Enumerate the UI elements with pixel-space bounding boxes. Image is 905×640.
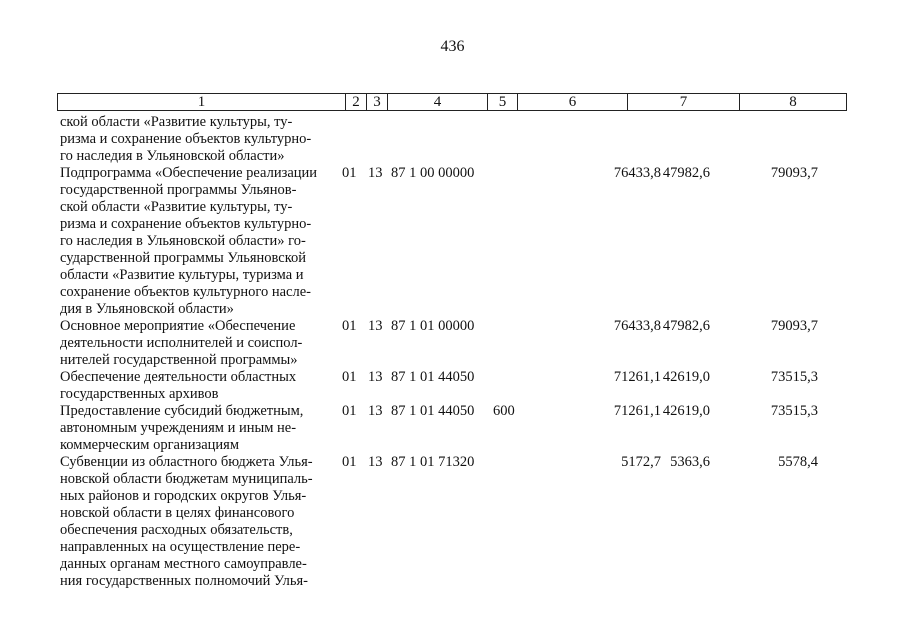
row-name-line: сохранение объектов культурного насле- bbox=[60, 284, 311, 300]
col-6: 71261,1 bbox=[613, 369, 661, 385]
row-name-line: новской области в целях финансового bbox=[60, 505, 295, 521]
header-col-6: 6 bbox=[518, 94, 628, 110]
col-3: 13 bbox=[368, 403, 383, 419]
row-name-line: направленных на осуществление пере- bbox=[60, 539, 301, 555]
col-2: 01 bbox=[342, 165, 357, 181]
col-2: 01 bbox=[342, 454, 357, 470]
col-8: 79093,7 bbox=[770, 165, 818, 181]
row-name bbox=[60, 165, 333, 318]
col-6: 76433,8 bbox=[613, 165, 661, 181]
col-4: 87 1 01 44050 bbox=[391, 403, 475, 419]
row-name-line: ской области «Развитие культуры, ту- bbox=[60, 199, 293, 215]
row-name-line: Обеспечение деятельности областных bbox=[60, 369, 297, 385]
row-name-line: нителей государственной программы» bbox=[60, 352, 298, 368]
row-name bbox=[60, 318, 333, 369]
table-row bbox=[0, 165, 905, 318]
row-name-line: государственных архивов bbox=[60, 386, 219, 402]
col-4: 87 1 01 00000 bbox=[391, 318, 475, 334]
row-name-line: обеспечения расходных обязательств, bbox=[60, 522, 293, 538]
col-6: 5172,7 bbox=[621, 454, 661, 470]
col-7: 42619,0 bbox=[662, 403, 710, 419]
header-col-3: 3 bbox=[367, 94, 388, 110]
col-7: 47982,6 bbox=[662, 165, 710, 181]
row-name-line: ных районов и городских округов Улья- bbox=[60, 488, 307, 504]
row-name-line: ризма и сохранение объектов культурно- bbox=[60, 131, 312, 147]
col-2: 01 bbox=[342, 369, 357, 385]
col-6: 76433,8 bbox=[613, 318, 661, 334]
row-name-line: Предоставление субсидий бюджетным, bbox=[60, 403, 304, 419]
row-name bbox=[60, 369, 333, 403]
table-row bbox=[0, 369, 905, 403]
col-2: 01 bbox=[342, 403, 357, 419]
col-5: 600 bbox=[493, 403, 515, 419]
row-name-line: дия в Ульяновской области» bbox=[60, 301, 234, 317]
row-name-line: го наследия в Ульяновской области» го- bbox=[60, 233, 306, 249]
row-name-line: автономным учреждениям и иным не- bbox=[60, 420, 297, 436]
row-name-line: Основное мероприятие «Обеспечение bbox=[60, 318, 296, 334]
col-3: 13 bbox=[368, 454, 383, 470]
col-3: 13 bbox=[368, 369, 383, 385]
header-col-5: 5 bbox=[488, 94, 518, 110]
row-name-line: ской области «Развитие культуры, ту- bbox=[60, 114, 293, 130]
col-2: 01 bbox=[342, 318, 357, 334]
col-8: 73515,3 bbox=[770, 369, 818, 385]
row-name bbox=[60, 454, 333, 590]
row-name-line: новской области бюджетам муниципаль- bbox=[60, 471, 313, 487]
row-name bbox=[60, 403, 333, 454]
table-row bbox=[0, 403, 905, 454]
col-4: 87 1 01 44050 bbox=[391, 369, 475, 385]
row-name-line: области «Развитие культуры, туризма и bbox=[60, 267, 304, 283]
header-col-4: 4 bbox=[388, 94, 488, 110]
table-row bbox=[0, 454, 905, 590]
row-name bbox=[60, 114, 333, 165]
col-4: 87 1 00 00000 bbox=[391, 165, 475, 181]
header-col-2: 2 bbox=[346, 94, 367, 110]
header-col-7: 7 bbox=[628, 94, 740, 110]
col-4: 87 1 01 71320 bbox=[391, 454, 475, 470]
col-8: 73515,3 bbox=[770, 403, 818, 419]
table-row bbox=[0, 318, 905, 369]
row-name-line: коммерческим организациям bbox=[60, 437, 240, 453]
table-row bbox=[0, 114, 905, 165]
table-header bbox=[57, 93, 847, 111]
col-7: 5363,6 bbox=[670, 454, 710, 470]
col-8: 5578,4 bbox=[778, 454, 818, 470]
col-3: 13 bbox=[368, 165, 383, 181]
table-body bbox=[0, 114, 905, 590]
page-number: 436 bbox=[440, 38, 465, 55]
col-6: 71261,1 bbox=[613, 403, 661, 419]
row-name-line: деятельности исполнителей и соиспол- bbox=[60, 335, 303, 351]
col-7: 47982,6 bbox=[662, 318, 710, 334]
header-col-8: 8 bbox=[789, 94, 797, 110]
row-name-line: данных органам местного самоуправле- bbox=[60, 556, 307, 572]
row-name-line: Субвенции из областного бюджета Улья- bbox=[60, 454, 313, 470]
row-name-line: Подпрограмма «Обеспечение реализации bbox=[60, 165, 318, 181]
col-3: 13 bbox=[368, 318, 383, 334]
col-7: 42619,0 bbox=[662, 369, 710, 385]
row-name-line: ния государственных полномочий Улья- bbox=[60, 573, 309, 589]
row-name-line: го наследия в Ульяновской области» bbox=[60, 148, 285, 164]
row-name-line: ризма и сохранение объектов культурно- bbox=[60, 216, 312, 232]
row-name-line: государственной программы Ульянов- bbox=[60, 182, 297, 198]
col-8: 79093,7 bbox=[770, 318, 818, 334]
row-name-line: сударственной программы Ульяновской bbox=[60, 250, 307, 266]
header-col-1: 1 bbox=[58, 94, 346, 110]
